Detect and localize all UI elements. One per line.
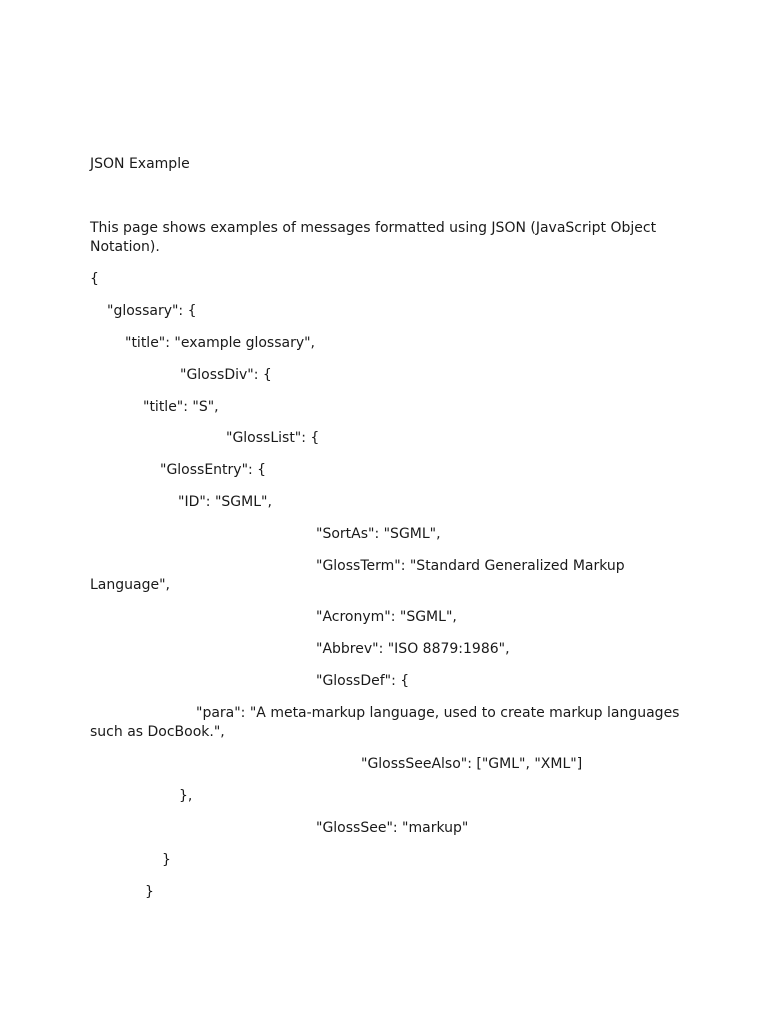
code-line: "GlossEntry": { [160, 462, 267, 478]
code-line: "GlossTerm": "Standard Generalized Markup [316, 558, 625, 574]
code-line: "Acronym": "SGML", [316, 609, 457, 625]
page-title: JSON Example [90, 156, 190, 172]
code-line: } [162, 852, 171, 868]
code-line: "ID": "SGML", [178, 494, 272, 510]
code-line: Language", [90, 577, 170, 593]
code-line: "GlossDiv": { [180, 367, 272, 383]
code-line: "GlossSee": "markup" [316, 820, 469, 836]
code-line: "SortAs": "SGML", [316, 526, 441, 542]
code-line: "para": "A meta-markup language, used to create markup languages [196, 705, 680, 721]
code-line: "title": "S", [143, 399, 219, 415]
code-line: "title": "example glossary", [125, 335, 316, 351]
code-line: "glossary": { [107, 303, 197, 319]
code-line: } [145, 884, 154, 900]
code-line: such as DocBook.", [90, 724, 225, 740]
code-line: "GlossDef": { [316, 673, 410, 689]
code-line: "Abbrev": "ISO 8879:1986", [316, 641, 510, 657]
code-line: "GlossSeeAlso": ["GML", "XML"] [361, 756, 583, 772]
code-line: "GlossList": { [226, 430, 320, 446]
intro-paragraph: This page shows examples of messages formatted using JSON (JavaScript Object Notation). [90, 220, 657, 255]
code-line: }, [179, 788, 193, 804]
code-line: { [90, 271, 99, 287]
